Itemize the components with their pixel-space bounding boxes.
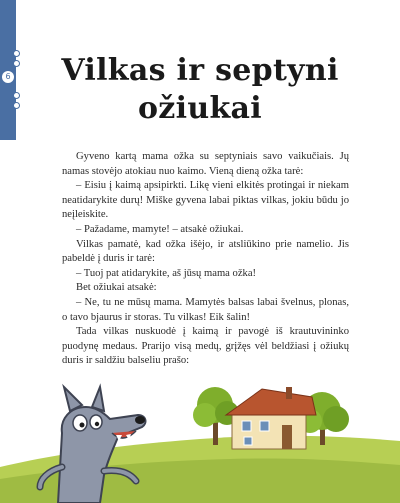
binding-ring	[13, 60, 20, 67]
story-paragraph: Bet ožiukai atsakė:	[76, 282, 157, 294]
binding-ring	[13, 50, 20, 57]
binding-ring	[13, 102, 20, 109]
story-paragraph: – Pažadame, mamyte! – atsakė ožiukai.	[76, 223, 244, 235]
binding-ring	[13, 92, 20, 99]
page-number: 6	[2, 71, 14, 83]
story-paragraph: Vilkas pamatė, kad ožka išėjo, ir atsliūkino prie namelio. Jis pabeldė į duris ir tarė:	[62, 238, 349, 265]
story-paragraph: – Eisiu į kaimą apsipirkti. Likę vieni elkitės protingai ir niekam neatidarykite durų! Miške gyvena labai piktas vilkas, jokiu būdu jo neįleiskite.	[62, 180, 349, 221]
story-paragraph: Tada vilkas nuskuodė į kaimą ir pavogė iš krautuvininko puodynę medaus. Prarijo visą medų, grįžęs vėl beldžiasi į ožiukų duris ir saldžiu balseliu prašo:	[62, 326, 349, 367]
title-line-1: Vilkas ir septyni	[61, 53, 339, 88]
page-side-tab	[0, 0, 16, 140]
title-line-2: ožiukai	[138, 91, 262, 126]
house	[226, 387, 316, 449]
story-paragraph: Gyveno kartą mama ožka su septyniais savo vaikučiais. Jų namas stovėjo atokiau nuo kaimo. Vieną dieną ožka tarė:	[62, 151, 349, 177]
story-text	[62, 150, 349, 369]
page-title	[40, 52, 360, 128]
wolf-house-illustration	[0, 375, 400, 503]
story-paragraph: – Tuoj pat atidarykite, aš jūsų mama ožka!	[76, 267, 257, 279]
story-paragraph: – Ne, tu ne mūsų mama. Mamytės balsas labai švelnus, plonas, o tavo bjaurus ir storas. Tu vilkas! Eik šalin!	[62, 296, 349, 323]
